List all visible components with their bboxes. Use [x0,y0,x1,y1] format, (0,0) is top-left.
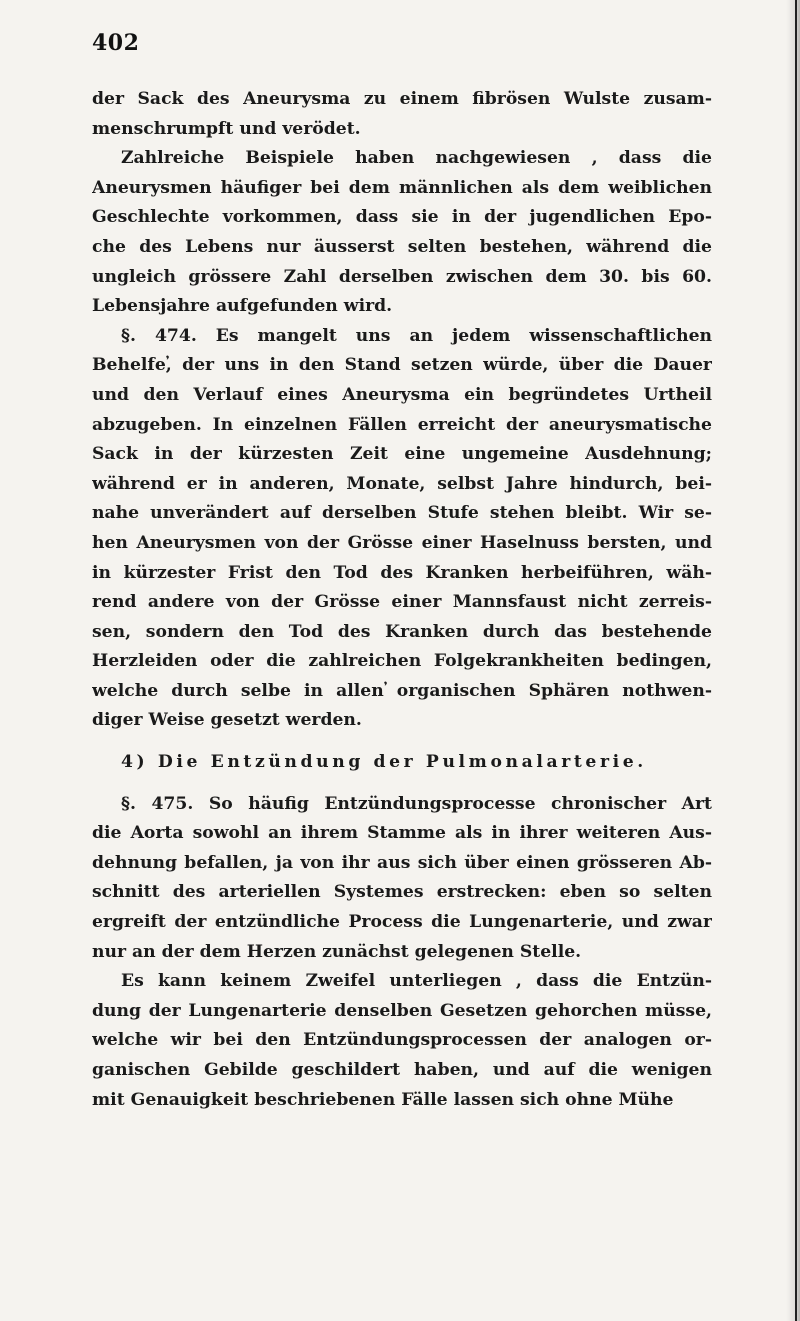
text-line: che des Lebens nur äusserst selten bestehen, während die [92,236,712,257]
text-line: Aneurysmen häufiger bei dem männlichen als dem weiblichen [92,177,712,198]
text-line: rend andere von der Grösse einer Mannsfaust nicht zerreis- [92,592,712,613]
text-line: Sack in der kürzesten Zeit eine ungemeine Ausdehnung; [92,444,712,465]
text-line: sen, sondern den Tod des Kranken durch das bestehende [92,621,712,642]
page-edge-shadow [786,0,800,1321]
body-text [92,85,712,1115]
text-line: ungleich grössere Zahl derselben zwischen dem 30. bis 60. [92,266,712,287]
text-line: die Aorta sowohl an ihrem Stamme als in ihrer weiteren Aus- [92,823,712,844]
text-line: Herzleiden oder die zahlreichen Folgekrankheiten bedingen, [92,651,712,672]
text-line: schnitt des arteriellen Systemes erstrecken: eben so selten [92,882,712,903]
text-line: in kürzester Frist den Tod des Kranken herbeiführen, wäh- [92,562,712,583]
text-line: §. 474. Es mangelt uns an jedem wissenschaftlichen [121,325,712,346]
page-edge-line [795,0,797,1321]
text-line: der Sack des Aneurysma zu einem fibrösen Wulste zusam- [92,89,712,109]
text-line: ganischen Gebilde geschildert haben, und auf die wenigen [92,1060,712,1080]
text-line: und den Verlauf eines Aneurysma ein begründetes Urtheil [92,384,712,405]
text-line: dung der Lungenarterie denselben Gesetzen gehorchen müsse, [92,1000,712,1021]
text-line: Es kann keinem Zweifel unterliegen , dass die Entzün- [121,971,712,992]
text-line: abzugeben. In einzelnen Fällen erreicht der aneurysmatische [92,414,712,435]
text-line: Zahlreiche Beispiele haben nachgewiesen , dass die [121,148,712,169]
text-line: nur an der dem Herzen zunächst gelegenen Stelle. [92,941,582,962]
text-line: mit Genauigkeit beschriebenen Fälle lassen sich ohne Mühe [92,1089,674,1110]
text-line: diger Weise gesetzt werden. [92,710,362,731]
text-line: hen Aneurysmen von der Grösse einer Haselnuss bersten, und [92,532,712,553]
page-number: 402 [92,30,140,56]
text-line: dehnung befallen, ja von ihr aus sich über einen grösseren Ab- [92,852,712,873]
text-line: Behelfe,̓ der uns in den Stand setzen würde, über die Dauer [92,355,712,376]
text-line: während er in anderen, Monate, selbst Jahre hindurch, bei- [92,473,712,494]
text-line: Lebensjahre aufgefunden wird. [92,296,393,317]
text-line: welche wir bei den Entzündungsprocessen der analogen or- [92,1030,712,1051]
text-line: menschrumpft und verödet. [92,118,361,139]
text-line: Geschlechte vorkommen, dass sie in der jugendlichen Epo- [92,207,712,228]
text-line: §. 475. So häufig Entzündungsprocesse chronischer Art [121,793,712,814]
text-line: nahe unverändert auf derselben Stufe stehen bleibt. Wir se- [92,503,712,524]
text-line: ergreift der entzündliche Process die Lungenarterie, und zwar [92,912,712,933]
section-heading: 4) Die Entzündung der Pulmonalarterie. [121,752,647,773]
text-line: welche durch selbe in allen ̓organischen Sphären nothwen- [92,680,712,701]
